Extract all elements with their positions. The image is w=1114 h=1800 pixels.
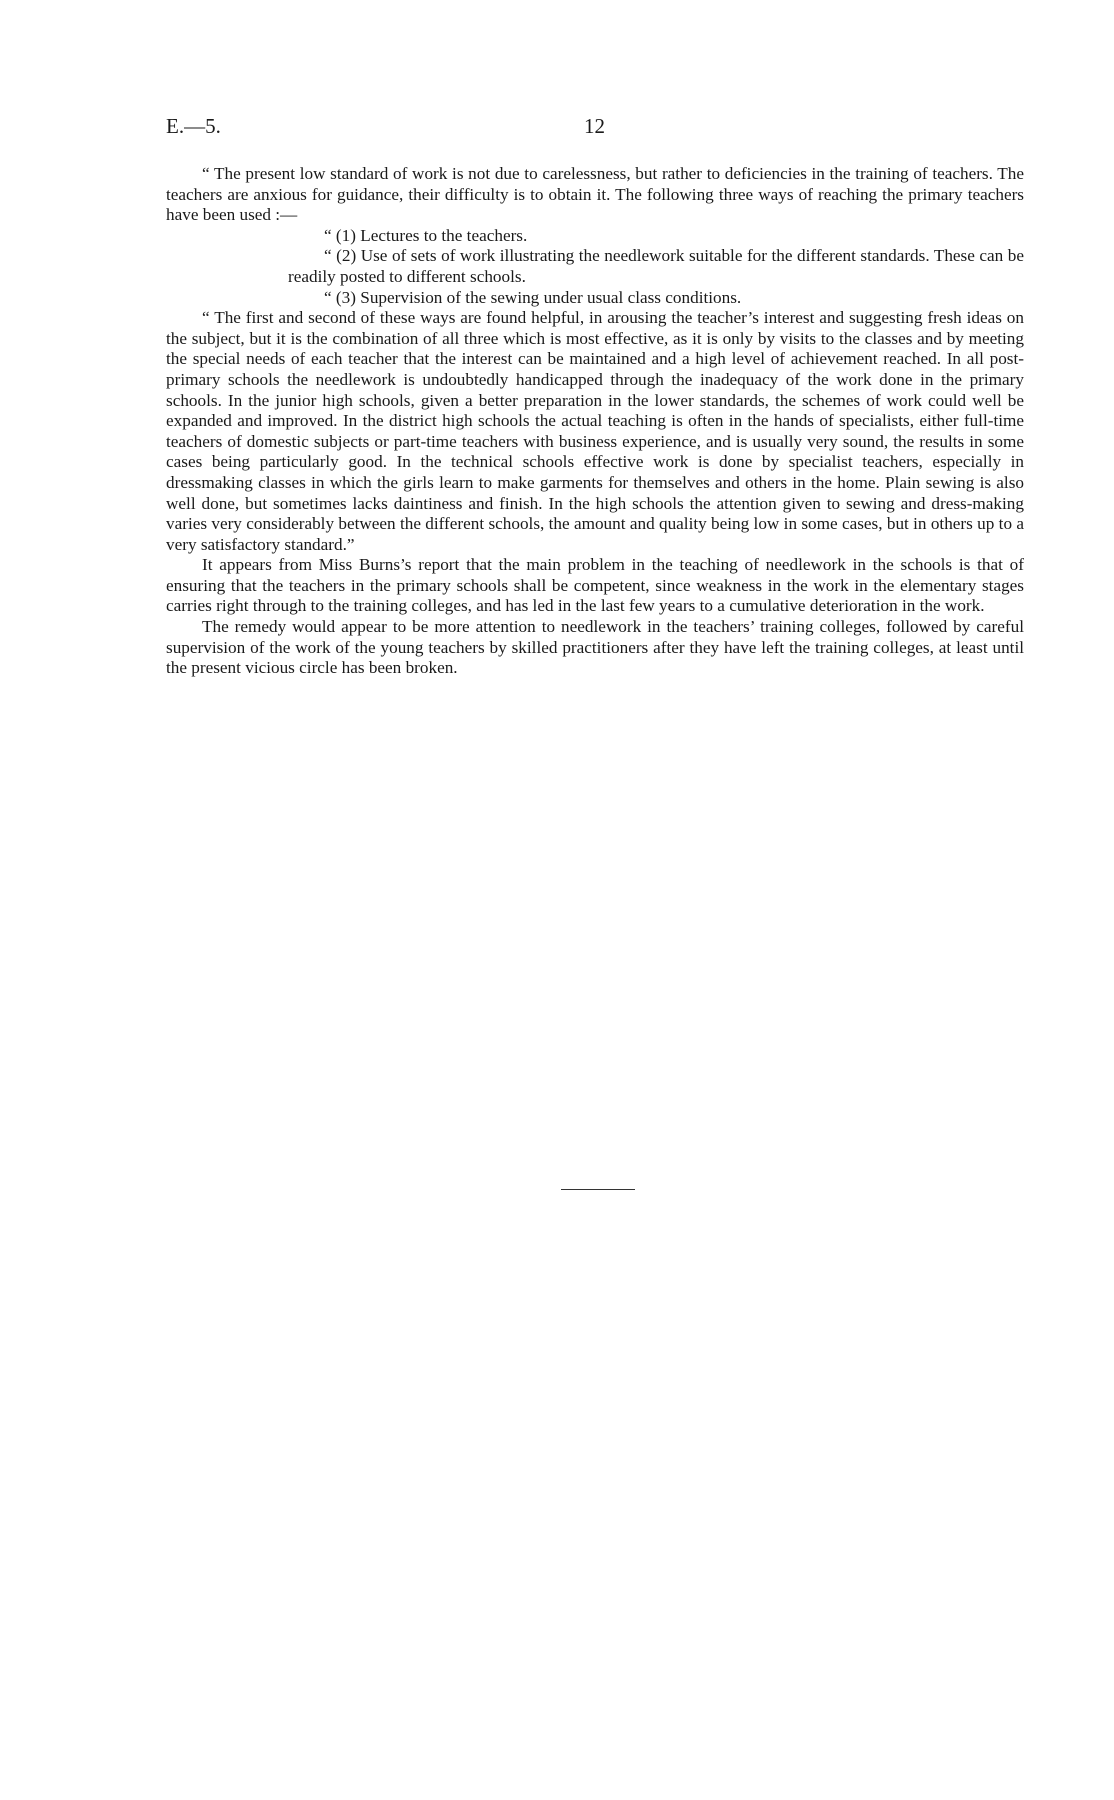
page-number: 12: [584, 114, 605, 138]
paragraph-ways-helpful: “ The first and second of these ways are found helpful, in arousing the teacher’s interest and suggesting fresh ideas on the subject, but it is the combination of all three which is most effective, as it is only by visits to the classes and by meeting the special needs of each teacher that the interest can be maintained and a high level of achievement reached. In all post-primary schools the needlework is undoubtedly handicapped through the inadequacy of the work done in the primary schools. In the junior high schools, given a better preparation in the lower standards, the schemes of work could well be expanded and improved. In the district high schools the actual teaching is often in the hands of specialists, either full-time teachers of domestic subjects or part-time teachers with business experience, and is usually very sound, the results in some cases being particularly good. In the technical schools effective work is done by specialist teachers, especially in dressmaking classes in which the girls learn to make garments for themselves and others in the home. Plain sewing is also well done, but sometimes lacks daintiness and finish. In the high schools the attention given to sewing and dress-making varies very considerably between the different schools, the amount and quality being low in some cases, but in others up to a very satisfactory standard.”: [166, 308, 1024, 554]
list-item-sets-of-work: “ (2) Use of sets of work illustrating the needlework suitable for the different standards. These can be readily posted to different schools.: [288, 246, 1024, 286]
section-end-rule: [561, 1189, 635, 1190]
list-item-supervision: “ (3) Supervision of the sewing under usual class conditions.: [324, 287, 742, 307]
paragraph-remedy: The remedy would appear to be more attention to needlework in the teachers’ training colleges, followed by careful supervision of the work of the young teachers by skilled practitioners after they have left the training colleges, at least until the present vicious circle has been broken.: [166, 617, 1024, 678]
document-reference: E.—5.: [166, 114, 221, 138]
list-item-lectures: “ (1) Lectures to the teachers.: [324, 225, 528, 245]
body-text: [166, 164, 1024, 679]
page-header: [166, 114, 956, 144]
paragraph-intro: “ The present low standard of work is not due to carelessness, but rather to deficiencies in the training of teachers. The teachers are anxious for guidance, their difficulty is to obtain it. The following three ways of reaching the primary teachers have been used :—: [166, 164, 1024, 225]
paragraph-main-problem: It appears from Miss Burns’s report that the main problem in the teaching of needlework in the schools is that of ensuring that the teachers in the primary schools shall be competent, since weakness in the work in the elementary stages carries right through to the training colleges, and has led in the last few years to a cumulative deterioration in the work.: [166, 555, 1024, 616]
